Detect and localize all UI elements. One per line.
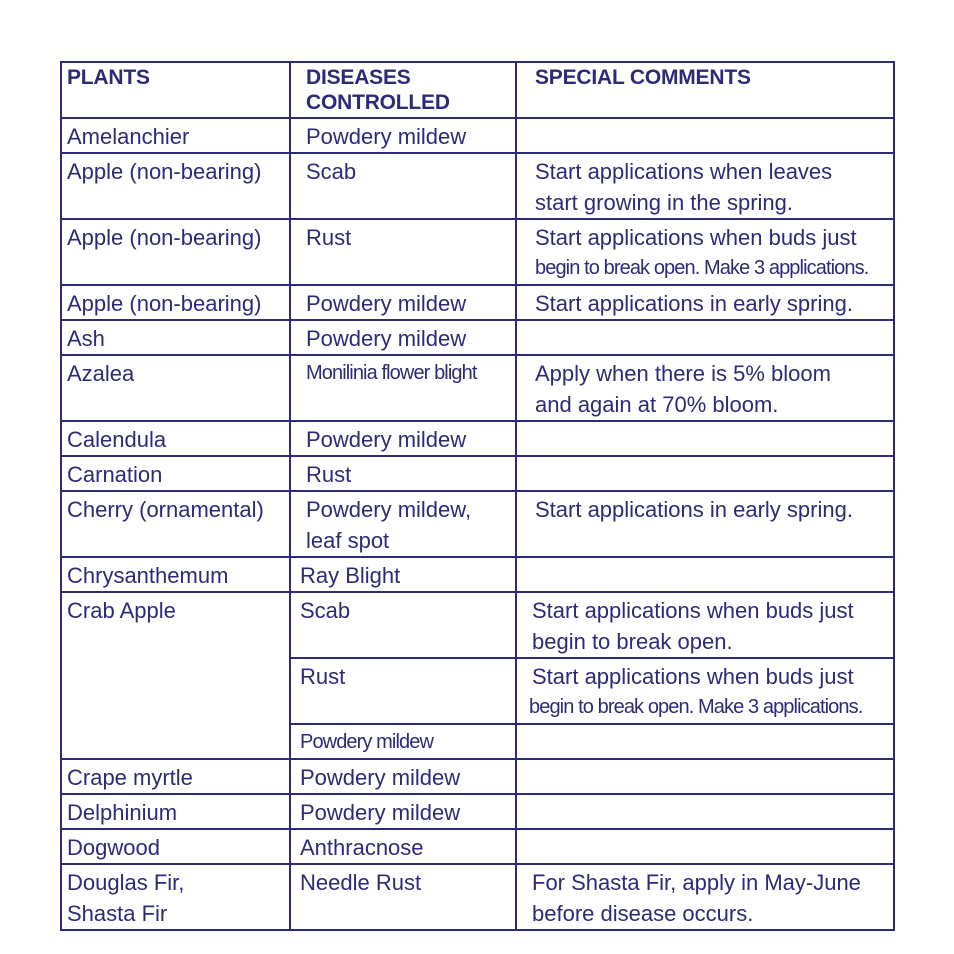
comment-line: begin to break open. <box>532 629 733 654</box>
plant-name: Chrysanthemum <box>67 563 229 588</box>
disease-name: Powdery mildew, <box>306 497 472 522</box>
plant-cell <box>61 759 290 794</box>
disease-name: Powdery mildew <box>306 326 467 351</box>
disease-cell <box>290 456 516 491</box>
disease-name: Rust <box>306 225 352 250</box>
disease-cell <box>290 829 516 864</box>
comment-cell <box>516 456 894 491</box>
table-row <box>61 759 894 794</box>
plant-cell <box>61 421 290 456</box>
disease-cell <box>290 285 516 320</box>
plant-name: Cherry (ornamental) <box>67 497 264 522</box>
comment-cell <box>516 153 894 219</box>
comment-cell <box>516 864 894 930</box>
plant-cell <box>61 829 290 864</box>
comment-cell <box>516 491 894 557</box>
plant-name: Crab Apple <box>67 598 176 623</box>
comment-cell <box>516 118 894 153</box>
plant-name: Amelanchier <box>67 124 190 149</box>
disease-name: Powdery mildew <box>300 765 461 790</box>
plant-cell <box>61 794 290 829</box>
table-row <box>61 421 894 456</box>
disease-control-table-wrapper <box>60 61 893 931</box>
plant-name: Douglas Fir, <box>67 870 185 895</box>
disease-name: Scab <box>300 598 351 623</box>
disease-name: Powdery mildew <box>306 291 467 316</box>
disease-cell <box>290 153 516 219</box>
comment-cell <box>516 829 894 864</box>
table-row <box>61 794 894 829</box>
plant-cell <box>61 355 290 421</box>
disease-cell <box>290 355 516 421</box>
disease-name: Anthracnose <box>300 835 424 860</box>
disease-name: Scab <box>306 159 357 184</box>
comment-cell <box>516 320 894 355</box>
comment-cell <box>516 658 894 724</box>
header-diseases-line1: DISEASES <box>306 66 411 89</box>
plant-cell <box>61 456 290 491</box>
plant-name: Ash <box>67 326 105 351</box>
header-comments-label: SPECIAL COMMENTS <box>535 66 751 89</box>
table-row <box>61 864 894 930</box>
comment-line: Start applications when buds just <box>535 225 857 250</box>
disease-cell <box>290 219 516 285</box>
comment-cell <box>516 759 894 794</box>
comment-line: and again at 70% bloom. <box>535 392 779 417</box>
comment-cell <box>516 219 894 285</box>
plant-cell <box>61 864 290 930</box>
comment-cell <box>516 592 894 658</box>
disease-cell <box>290 658 516 724</box>
table-row <box>61 118 894 153</box>
disease-name: Powdery mildew <box>300 731 434 753</box>
plant-cell <box>61 285 290 320</box>
disease-cell <box>290 592 516 658</box>
disease-name: Monilinia flower blight <box>306 362 477 384</box>
plant-cell <box>61 491 290 557</box>
plant-name: Delphinium <box>67 800 178 825</box>
disease-cell <box>290 724 516 759</box>
header-special-comments <box>516 62 894 118</box>
comment-line: before disease occurs. <box>532 901 754 926</box>
plant-name: Apple (non-bearing) <box>67 291 262 316</box>
disease-cell <box>290 421 516 456</box>
comment-line: Start applications in early spring. <box>535 291 853 316</box>
table-row <box>61 456 894 491</box>
comment-line: begin to break open. Make 3 applications. <box>529 696 863 718</box>
plant-cell <box>61 153 290 219</box>
disease-control-table <box>60 61 895 931</box>
table-row <box>61 557 894 592</box>
disease-cell <box>290 864 516 930</box>
disease-cell <box>290 491 516 557</box>
disease-name: Ray Blight <box>300 563 401 588</box>
table-row <box>61 153 894 219</box>
disease-cell <box>290 794 516 829</box>
plant-cell <box>61 557 290 592</box>
comment-line: Apply when there is 5% bloom <box>535 361 831 386</box>
plant-name: Azalea <box>67 361 135 386</box>
disease-name: Needle Rust <box>300 870 422 895</box>
plant-name: Apple (non-bearing) <box>67 159 262 184</box>
comment-cell <box>516 557 894 592</box>
plant-name: Dogwood <box>67 835 160 860</box>
plant-cell <box>61 118 290 153</box>
comment-cell <box>516 285 894 320</box>
table-row <box>61 592 894 658</box>
plant-name: Calendula <box>67 427 167 452</box>
plant-name: Shasta Fir <box>67 901 168 926</box>
table-header-row <box>61 62 894 118</box>
table-row <box>61 285 894 320</box>
comment-cell <box>516 355 894 421</box>
comment-line: Start applications in early spring. <box>535 497 853 522</box>
comment-line: start growing in the spring. <box>535 190 794 215</box>
comment-line: Start applications when leaves <box>535 159 833 184</box>
plant-name: Crape myrtle <box>67 765 193 790</box>
disease-name: Powdery mildew <box>306 427 467 452</box>
disease-name: Rust <box>306 462 352 487</box>
disease-name: Rust <box>300 664 346 689</box>
disease-cell <box>290 557 516 592</box>
header-plants <box>61 62 290 118</box>
header-plants-label: PLANTS <box>67 66 150 89</box>
header-diseases-controlled <box>290 62 516 118</box>
disease-name: leaf spot <box>306 528 390 553</box>
table-row <box>61 320 894 355</box>
plant-cell <box>61 592 290 759</box>
comment-line: Start applications when buds just <box>532 664 854 689</box>
table-row <box>61 355 894 421</box>
plant-name: Apple (non-bearing) <box>67 225 262 250</box>
comment-line: Start applications when buds just <box>532 598 854 623</box>
comment-line: For Shasta Fir, apply in May-June <box>532 870 861 895</box>
plant-cell <box>61 219 290 285</box>
disease-name: Powdery mildew <box>300 800 461 825</box>
comment-line: begin to break open. Make 3 applications. <box>535 257 869 279</box>
disease-name: Powdery mildew <box>306 124 467 149</box>
comment-cell <box>516 794 894 829</box>
disease-cell <box>290 320 516 355</box>
comment-cell <box>516 421 894 456</box>
header-diseases-line2: CONTROLLED <box>306 91 450 114</box>
plant-name: Carnation <box>67 462 163 487</box>
table-row <box>61 219 894 285</box>
table-row <box>61 829 894 864</box>
plant-cell <box>61 320 290 355</box>
table-row <box>61 491 894 557</box>
disease-cell <box>290 118 516 153</box>
comment-cell <box>516 724 894 759</box>
disease-cell <box>290 759 516 794</box>
